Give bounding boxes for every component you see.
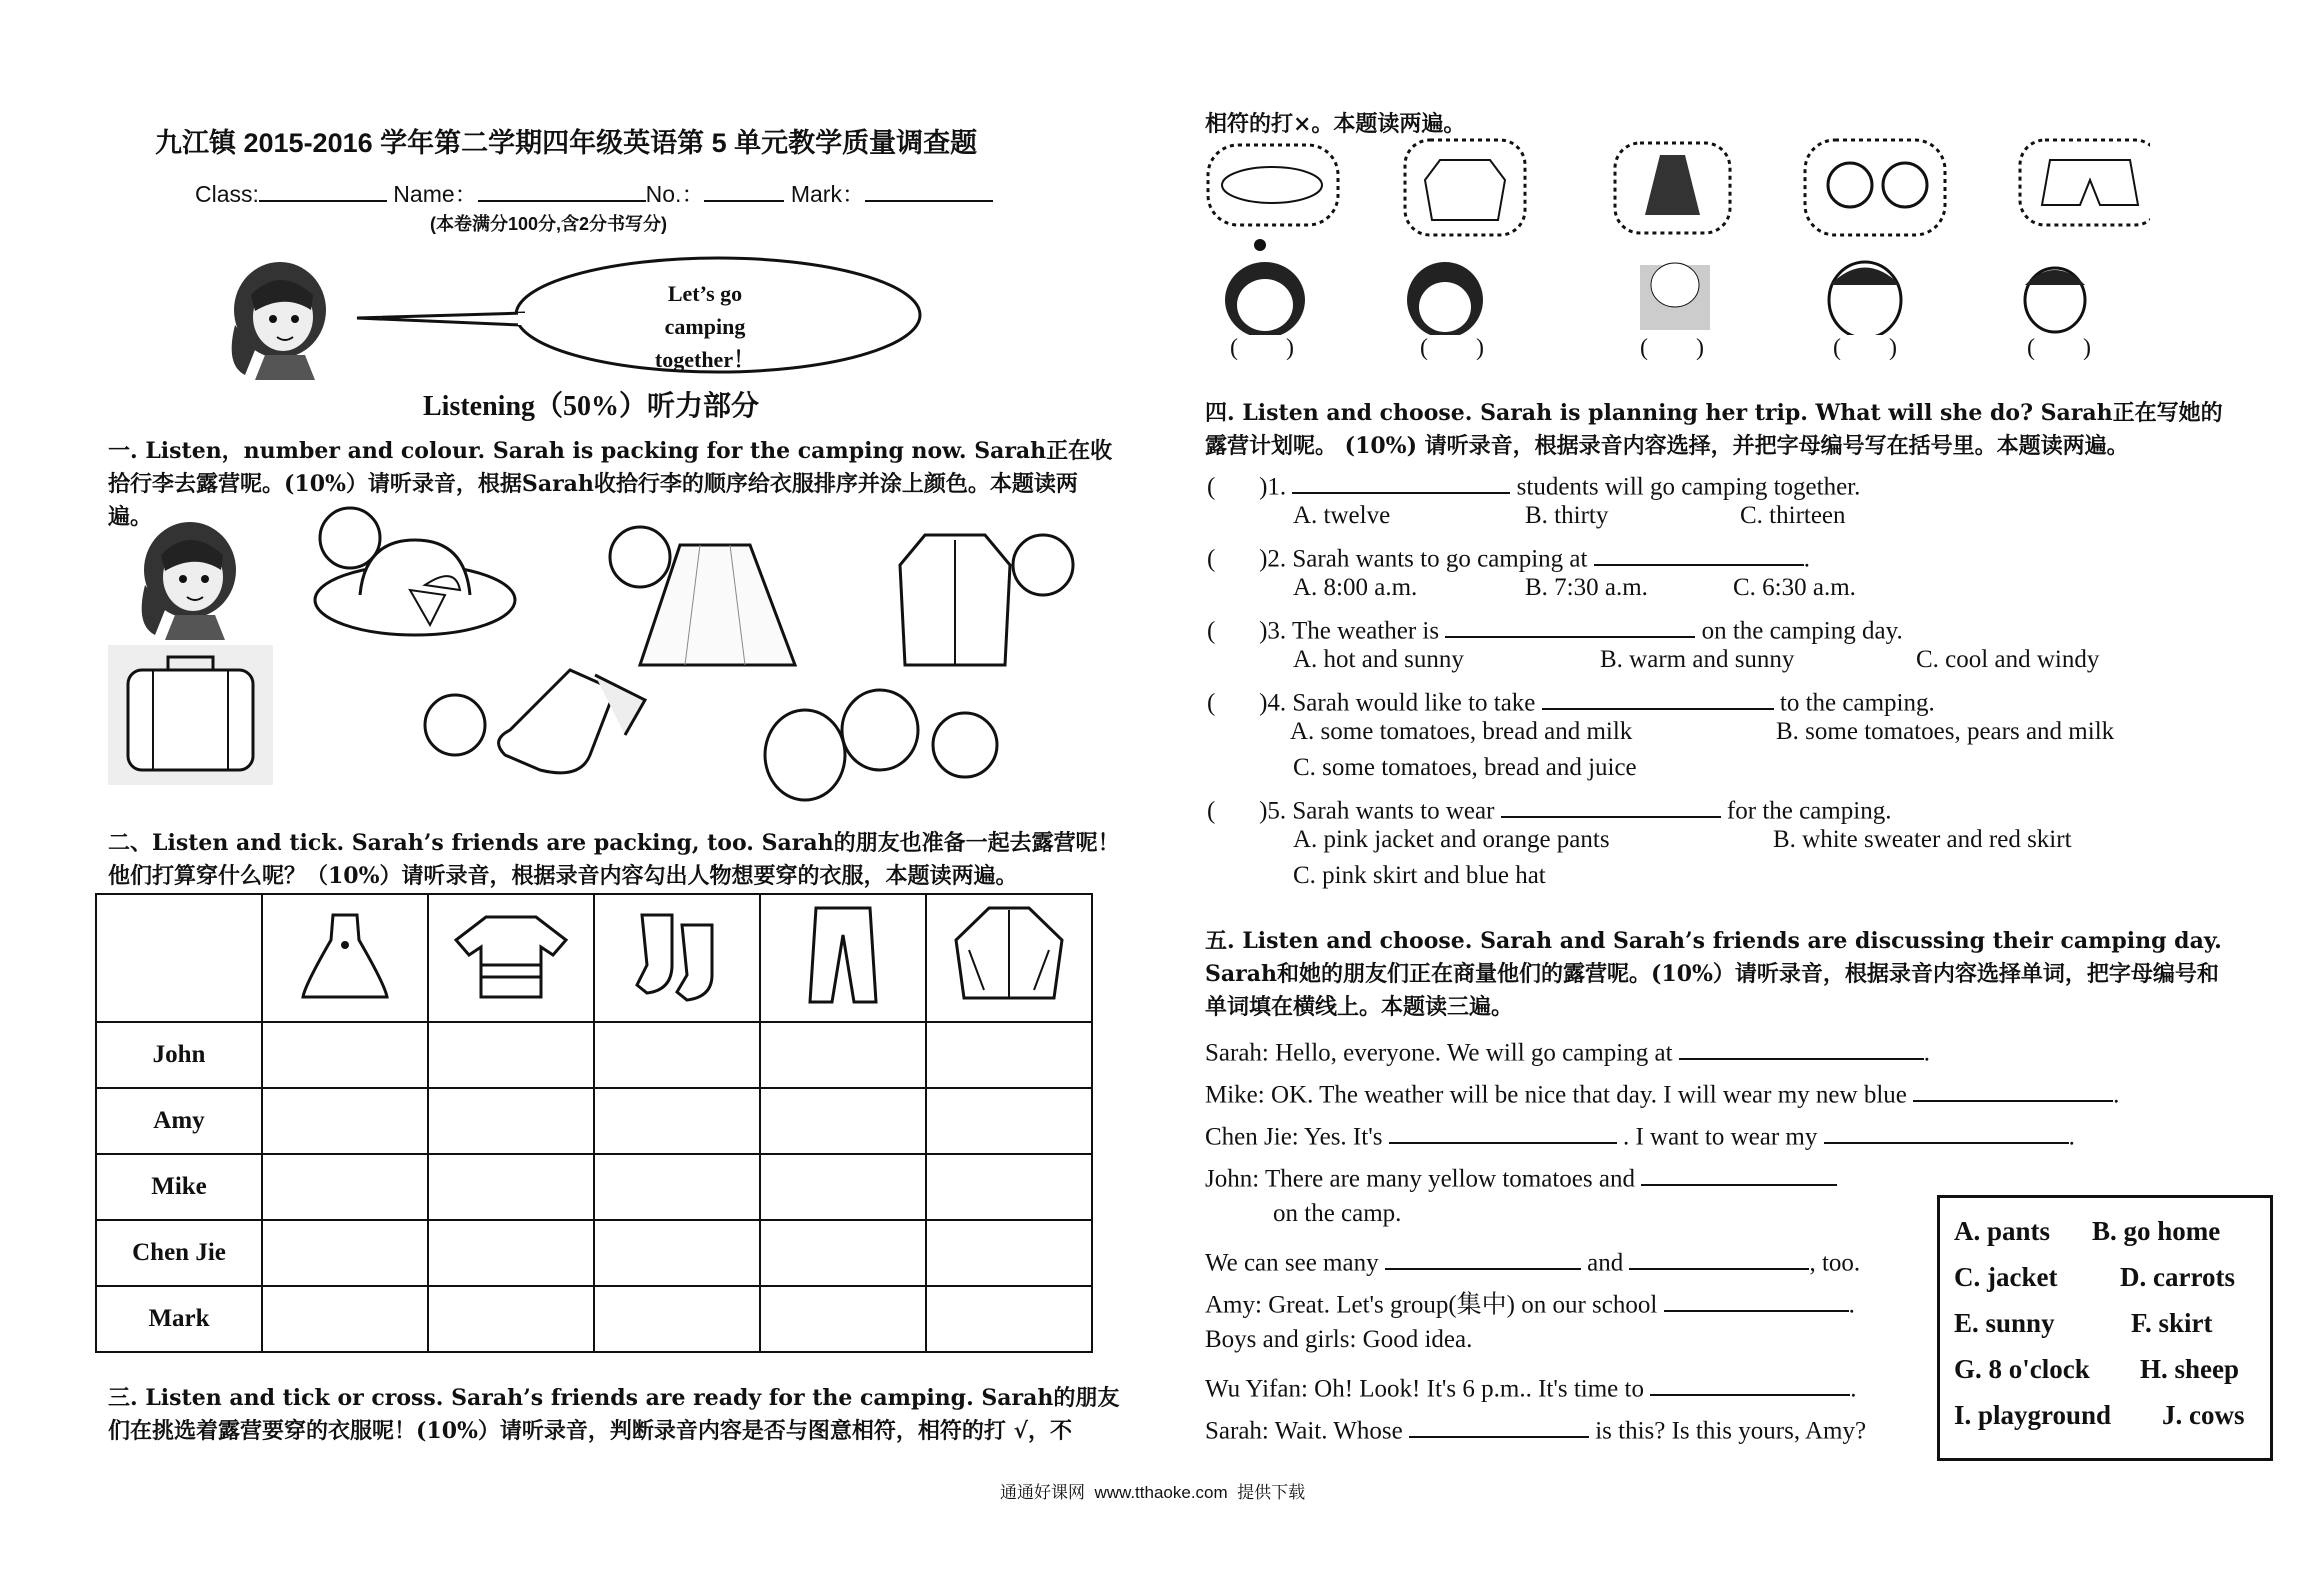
question-3-rest: on the camping day. (1701, 617, 1903, 645)
dialogue-blank[interactable] (1629, 1242, 1809, 1270)
dialogue-blank[interactable] (1913, 1074, 2113, 1102)
question-5-option-c[interactable]: C. pink skirt and blue hat (1293, 862, 1546, 889)
tick-cell[interactable] (262, 1220, 428, 1286)
dialogue-line: Sarah: Wait. Whose is this? Is this yours, Amy? (1205, 1410, 1866, 1445)
question-3-blank[interactable] (1445, 610, 1695, 638)
tick-cell[interactable] (760, 1088, 926, 1154)
pants-header-cell (760, 894, 926, 1022)
question-5-options (1293, 826, 2193, 856)
question-5: ( )5. Sarah wants to wear for the camping. (1207, 790, 1891, 825)
word-option: B. go home (2092, 1216, 2221, 1246)
tick-cell[interactable] (926, 1220, 1092, 1286)
mark-field[interactable] (865, 176, 993, 202)
page-title: 九江镇 2015-2016 学年第二学期四年级英语第 5 单元教学质量调查题 (155, 128, 978, 158)
answer-paren[interactable]: ( ) (1230, 335, 1294, 361)
question-2: ( )2. Sarah wants to go camping at . (1207, 538, 1810, 573)
tick-cell[interactable] (428, 1286, 594, 1352)
section-4-instructions: 四. Listen and choose. Sarah is planning her trip. What will she do? Sarah正在写她的露营计划呢。 (10%) 请听录音，根据录音内容选择，并把字母编号写在括号里。本题读两遍。 (1205, 400, 2223, 459)
tick-cell[interactable] (594, 1154, 760, 1220)
answer-paren[interactable]: ( ) (1640, 335, 1704, 361)
dialogue-blank[interactable] (1389, 1116, 1617, 1144)
coat-image (885, 525, 1085, 675)
dialogue-blank[interactable] (1664, 1284, 1849, 1312)
question-1-options (1293, 502, 2193, 532)
question-1-blank[interactable] (1292, 466, 1510, 494)
option[interactable]: A. 8:00 a.m. (1293, 574, 1418, 601)
question-1: ( )1. students will go camping together. (1207, 466, 1860, 501)
dialogue-line: Mike: OK. The weather will be nice that day. I will wear my new blue . (1205, 1074, 2119, 1109)
student-info-line (195, 176, 993, 209)
listening-heading: Listening（50%）听力部分 (423, 391, 760, 422)
question-4: ( )4. Sarah would like to take to the camping. (1207, 682, 1935, 717)
tick-cell[interactable] (428, 1022, 594, 1088)
mark-label: Mark： (790, 181, 865, 208)
question-2-rest: . (1803, 545, 1810, 573)
tick-cell[interactable] (594, 1088, 760, 1154)
option[interactable]: A. pink jacket and orange pants (1293, 826, 1610, 853)
tick-cell[interactable] (760, 1220, 926, 1286)
row-label-mark: Mark (96, 1286, 262, 1352)
jacket-header-cell (926, 894, 1092, 1022)
socks-icon (622, 905, 732, 1005)
glasses-thought-image (1805, 140, 1945, 335)
question-4-rest: to the camping. (1779, 689, 1935, 717)
dialogue-line: on the camp. (1273, 1200, 1402, 1227)
tick-cell[interactable] (760, 1154, 926, 1220)
tick-cell[interactable] (594, 1220, 760, 1286)
word-option: C. jacket (1954, 1262, 2058, 1292)
t-shirt-icon (451, 905, 571, 1005)
option[interactable]: C. 6:30 a.m. (1733, 574, 1856, 601)
tick-cell[interactable] (926, 1286, 1092, 1352)
question-1-rest: students will go camping together. (1516, 473, 1861, 501)
question-5-prompt: )5. Sarah wants to wear (1259, 797, 1495, 825)
question-5-rest: for the camping. (1726, 797, 1892, 825)
tick-cell[interactable] (594, 1022, 760, 1088)
name-field[interactable] (478, 176, 646, 202)
tick-cell[interactable] (428, 1088, 594, 1154)
dialogue-line: Boys and girls: Good idea. (1205, 1326, 1473, 1353)
section-5-instructions: 五. Listen and choose. Sarah and Sarah’s friends are discussing their camping day. Sarah和她的朋友们正在商量他们的露营呢。(10%）请听录音，根据录音内容选择单词，把字母编号和单词填在横线上。本题读三遍。 (1205, 928, 2222, 1020)
option[interactable]: B. warm and sunny (1600, 646, 1795, 673)
word-option: G. 8 o'clock (1954, 1354, 2090, 1384)
question-2-blank[interactable] (1594, 538, 1804, 566)
dialogue-line: Amy: Great. Let's group(集中) on our school . (1205, 1284, 1855, 1320)
answer-paren[interactable]: ( ) (2027, 335, 2091, 361)
option[interactable]: A. twelve (1293, 502, 1391, 529)
class-field[interactable] (259, 176, 387, 202)
question-3-prompt: )3. The weather is (1259, 617, 1440, 645)
dialogue-blank[interactable] (1679, 1032, 1924, 1060)
dialogue-line: Wu Yifan: Oh! Look! It's 6 p.m.. It's time to . (1205, 1368, 1856, 1403)
dialogue-line: Sarah: Hello, everyone. We will go camping at . (1205, 1032, 1930, 1067)
speech-text: Let’s go camping together！ (654, 281, 756, 372)
clothes-tick-table (95, 893, 1093, 1353)
question-4-prompt: )4. Sarah would like to take (1259, 689, 1536, 717)
word-option: H. sheep (2140, 1354, 2240, 1384)
pants-icon (798, 900, 888, 1010)
word-option: I. playground (1954, 1400, 2112, 1430)
socks-header-cell (594, 894, 760, 1022)
sarah-portrait-image (225, 255, 355, 385)
word-option: A. pants (1954, 1216, 2051, 1246)
no-field[interactable] (704, 176, 784, 202)
section-3-pictures (1200, 135, 2150, 335)
answer-paren[interactable]: ( ) (1833, 335, 1897, 361)
question-4-options (1290, 718, 2190, 748)
word-option: J. cows (2162, 1400, 2245, 1430)
jacket-icon (944, 900, 1074, 1010)
suitcase-image (108, 645, 273, 785)
dress-icon (295, 905, 395, 1005)
section-3-instructions: 三. Listen and tick or cross. Sarah’s friends are ready for the camping. Sarah的朋友们在挑选着露营要穿的衣服呢！(10%）请听录音，判断录音内容是否与图意相符，相符的打 √，不 (108, 1385, 1120, 1444)
word-bank-box (1937, 1195, 2273, 1461)
dialogue-blank[interactable] (1650, 1368, 1850, 1396)
no-label: No.： (645, 181, 705, 208)
option[interactable]: B. thirty (1525, 502, 1609, 529)
dialogue-line: Chen Jie: Yes. It's . I want to wear my . (1205, 1116, 2075, 1151)
section-3-instructions-continued: 相符的打×。本题读两遍。 (1205, 111, 1466, 137)
option[interactable]: A. hot and sunny (1293, 646, 1464, 673)
hat-thought-image (1208, 145, 1338, 335)
hat-image (305, 505, 525, 645)
word-option: D. carrots (2120, 1262, 2235, 1292)
dress-thought-image (1615, 143, 1730, 330)
table-corner-cell (96, 894, 262, 1022)
tick-cell[interactable] (926, 1088, 1092, 1154)
option[interactable]: B. some tomatoes, pears and milk (1776, 718, 2115, 745)
option[interactable]: B. 7:30 a.m. (1525, 574, 1648, 601)
section-2-instructions: 二、Listen and tick. Sarah’s friends are packing, too. Sarah的朋友也准备一起去露营呢！他们打算穿什么呢？（10%）请听录音，根据录音内容勾出人物想要穿的衣服，本题读两遍。 (108, 830, 1120, 889)
question-5-blank[interactable] (1501, 790, 1721, 818)
option[interactable]: C. cool and windy (1916, 646, 2100, 673)
dialogue-line: John: There are many yellow tomatoes and (1205, 1158, 1837, 1193)
tick-cell[interactable] (262, 1022, 428, 1088)
row-label-mike: Mike (96, 1154, 262, 1220)
tick-cell[interactable] (760, 1286, 926, 1352)
option[interactable]: C. thirteen (1740, 502, 1846, 529)
question-2-prompt: )2. Sarah wants to go camping at (1259, 545, 1588, 573)
answer-paren[interactable]: ( ) (1420, 335, 1484, 361)
dialogue-line: We can see many and , too. (1205, 1242, 1860, 1277)
option[interactable]: A. some tomatoes, bread and milk (1290, 718, 1633, 745)
question-3-options (1293, 646, 2193, 676)
footer-credit: 通通好课网 www.tthaoke.com 提供下载 (1000, 1483, 1306, 1502)
tick-cell[interactable] (428, 1220, 594, 1286)
question-1-prompt: )1. (1259, 473, 1287, 501)
word-option: F. skirt (2131, 1308, 2213, 1338)
shoes-image (755, 680, 1005, 810)
dress-header-cell (262, 894, 428, 1022)
shorts-thought-image (2020, 140, 2150, 332)
dialogue-blank[interactable] (1641, 1158, 1837, 1186)
option[interactable]: B. white sweater and red skirt (1773, 826, 2072, 853)
question-4-option-c[interactable]: C. some tomatoes, bread and juice (1293, 754, 1637, 781)
socks-image (420, 660, 660, 790)
dialogue-blank[interactable] (1385, 1242, 1581, 1270)
section-1-instructions: 一. Listen，number and colour. Sarah is packing for the camping now. Sarah正在收拾行李去露营呢。(10%）请听录音，根据Sarah收拾行李的顺序给衣服排序并涂上颜色。本题读两遍。 (108, 438, 1113, 530)
question-4-blank[interactable] (1542, 682, 1774, 710)
skirt-image (590, 525, 820, 675)
row-label-chen-jie: Chen Jie (96, 1220, 262, 1286)
dialogue-blank[interactable] (1409, 1410, 1589, 1438)
tick-cell[interactable] (760, 1022, 926, 1088)
tick-cell[interactable] (262, 1088, 428, 1154)
tick-cell[interactable] (262, 1154, 428, 1220)
question-3: ( )3. The weather is on the camping day. (1207, 610, 1903, 645)
dialogue-blank[interactable] (1824, 1116, 2069, 1144)
tick-cell[interactable] (428, 1154, 594, 1220)
row-label-john: John (96, 1022, 262, 1088)
tick-cell[interactable] (594, 1286, 760, 1352)
score-note: (本卷满分100分,含2分书写分) (430, 214, 668, 234)
word-option: E. sunny (1954, 1308, 2055, 1338)
row-label-amy: Amy (96, 1088, 262, 1154)
tick-cell[interactable] (926, 1154, 1092, 1220)
tick-cell[interactable] (262, 1286, 428, 1352)
shirt-thought-image (1405, 140, 1525, 335)
tshirt-header-cell (428, 894, 594, 1022)
name-label: Name： (393, 181, 478, 208)
tick-cell[interactable] (926, 1022, 1092, 1088)
sarah-image (135, 515, 265, 645)
class-label: Class: (195, 181, 259, 208)
question-2-options (1293, 574, 2193, 604)
